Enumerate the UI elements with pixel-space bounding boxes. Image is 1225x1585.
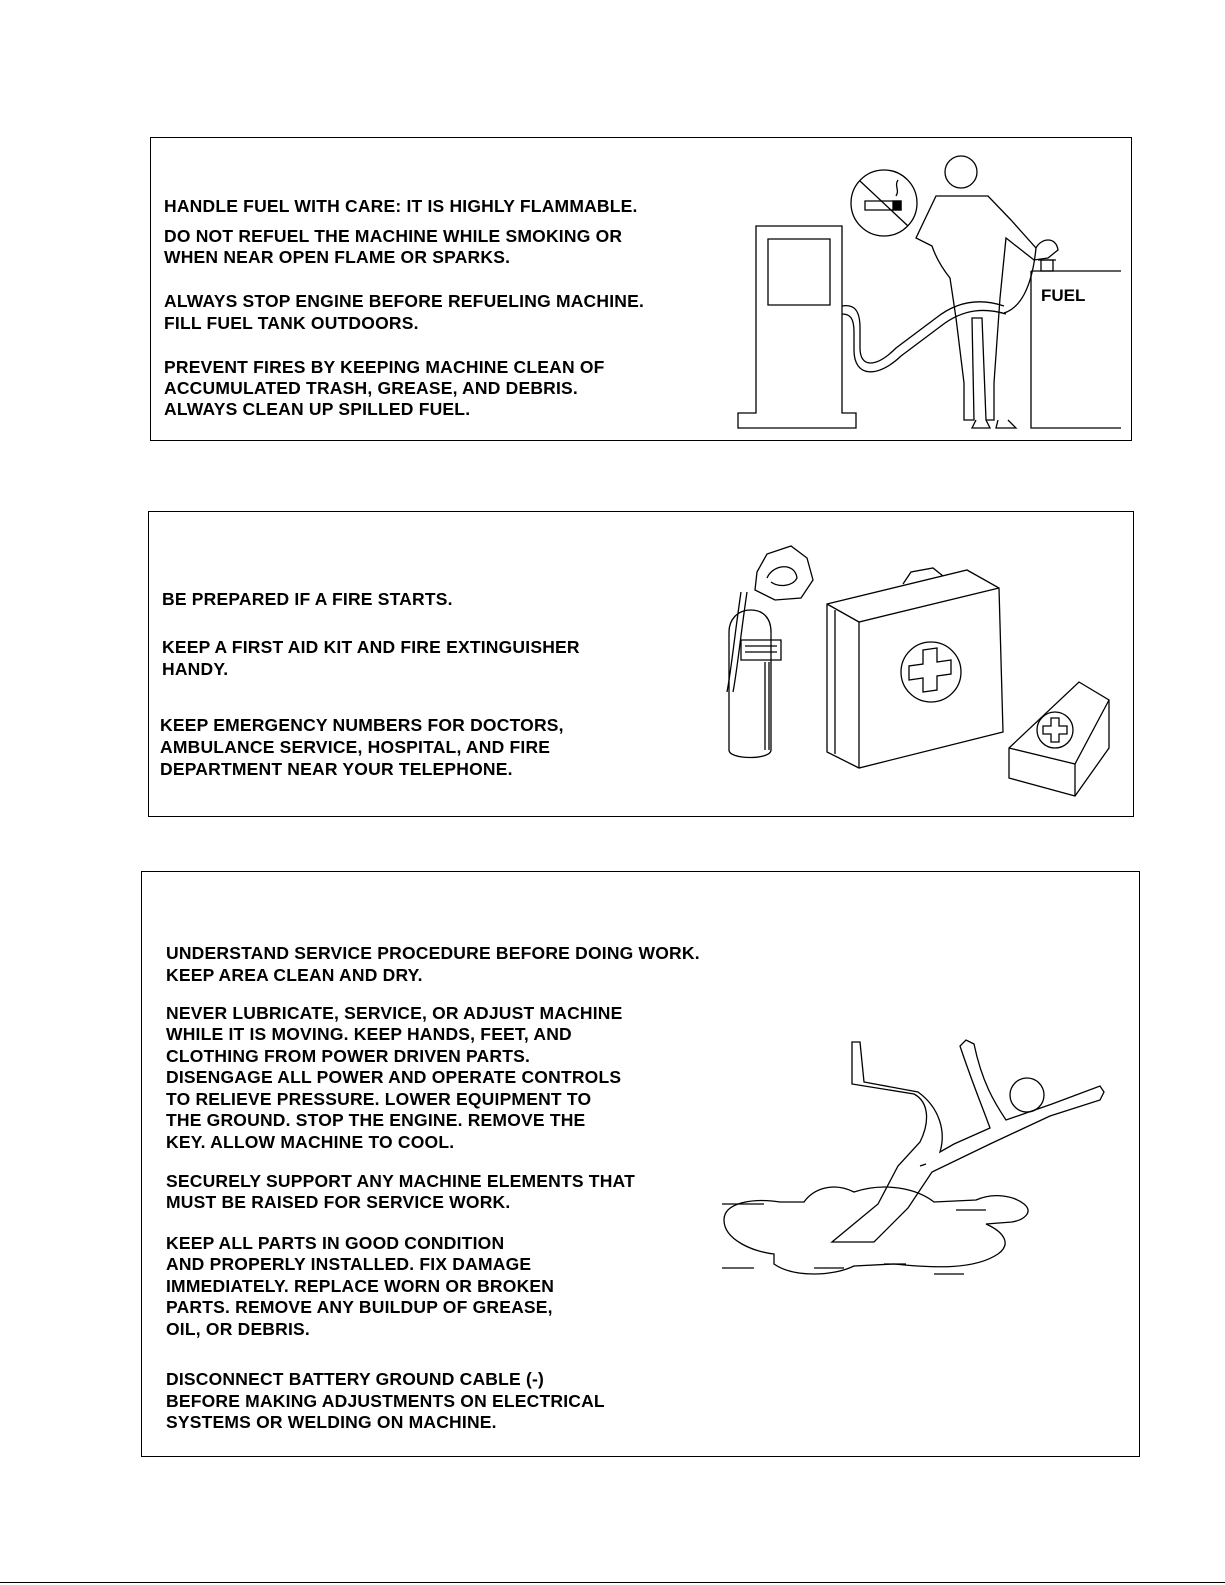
service-line-1: UNDERSTAND SERVICE PROCEDURE BEFORE DOING WORK. [166, 943, 700, 963]
fire-line-5: AMBULANCE SERVICE, HOSPITAL, AND FIRE [160, 737, 551, 757]
service-line-5: CLOTHING FROM POWER DRIVEN PARTS. [166, 1046, 531, 1066]
service-line-3: NEVER LUBRICATE, SERVICE, OR ADJUST MACHINE [166, 1003, 623, 1023]
service-line-2: KEEP AREA CLEAN AND DRY. [166, 965, 423, 985]
service-line-11: MUST BE RAISED FOR SERVICE WORK. [166, 1192, 511, 1212]
fuel-line-1: HANDLE FUEL WITH CARE: IT IS HIGHLY FLAMMABLE. [164, 196, 638, 216]
fuel-line-7: ACCUMULATED TRASH, GREASE, AND DEBRIS. [164, 378, 578, 398]
service-line-4: WHILE IT IS MOVING. KEEP HANDS, FEET, AND [166, 1024, 572, 1044]
service-line-16: OIL, OR DEBRIS. [166, 1319, 310, 1339]
fuel-safety-panel [150, 137, 1132, 441]
fire-extinguisher-icon [727, 546, 813, 758]
first-aid-case-icon [827, 568, 1003, 768]
fire-preparedness-panel [148, 511, 1134, 817]
service-line-15: PARTS. REMOVE ANY BUILDUP OF GREASE, [166, 1297, 553, 1317]
fuel-line-6: PREVENT FIRES BY KEEPING MACHINE CLEAN OF [164, 357, 605, 377]
fire-line-2: KEEP A FIRST AID KIT AND FIRE EXTINGUISHER [162, 637, 580, 657]
slipping-person-on-spill-illustration [694, 1032, 1124, 1352]
fuel-line-3: WHEN NEAR OPEN FLAME OR SPARKS. [164, 247, 511, 267]
service-line-12: KEEP ALL PARTS IN GOOD CONDITION [166, 1233, 505, 1253]
spill-puddle-icon [722, 1187, 1028, 1274]
service-line-8: THE GROUND. STOP THE ENGINE. REMOVE THE [166, 1110, 586, 1130]
fire-line-6: DEPARTMENT NEAR YOUR TELEPHONE. [160, 759, 513, 779]
page-bottom-rule [0, 1582, 1225, 1583]
service-line-7: TO RELIEVE PRESSURE. LOWER EQUIPMENT TO [166, 1089, 592, 1109]
service-line-10: SECURELY SUPPORT ANY MACHINE ELEMENTS THAT [166, 1171, 635, 1191]
fire-extinguisher-and-first-aid-kit-illustration [705, 532, 1125, 812]
fuel-line-8: ALWAYS CLEAN UP SPILLED FUEL. [164, 399, 471, 419]
person-refueling-icon [916, 156, 1058, 428]
fuel-label: FUEL [1041, 286, 1086, 305]
no-smoking-icon [851, 170, 917, 236]
service-line-14: IMMEDIATELY. REPLACE WORN OR BROKEN [166, 1276, 555, 1296]
service-line-6: DISENGAGE ALL POWER AND OPERATE CONTROLS [166, 1067, 622, 1087]
service-line-19: SYSTEMS OR WELDING ON MACHINE. [166, 1412, 497, 1432]
fuel-line-4: ALWAYS STOP ENGINE BEFORE REFUELING MACHINE. [164, 291, 645, 311]
service-safety-panel [141, 871, 1140, 1457]
slipping-person-icon [832, 1040, 1104, 1242]
refueling-illustration [736, 138, 1136, 438]
fire-line-3: HANDY. [162, 659, 229, 679]
service-line-18: BEFORE MAKING ADJUSTMENTS ON ELECTRICAL [166, 1391, 605, 1411]
fuel-pump-icon [738, 226, 1006, 428]
fuel-line-5: FILL FUEL TANK OUTDOORS. [164, 313, 419, 333]
fuel-line-2: DO NOT REFUEL THE MACHINE WHILE SMOKING OR [164, 226, 623, 246]
fire-line-4: KEEP EMERGENCY NUMBERS FOR DOCTORS, [160, 715, 564, 735]
fire-line-1: BE PREPARED IF A FIRE STARTS. [162, 589, 453, 609]
service-line-13: AND PROPERLY INSTALLED. FIX DAMAGE [166, 1254, 532, 1274]
first-aid-box-icon [1009, 682, 1109, 796]
service-line-17: DISCONNECT BATTERY GROUND CABLE (-) [166, 1369, 545, 1389]
service-line-9: KEY. ALLOW MACHINE TO COOL. [166, 1132, 455, 1152]
